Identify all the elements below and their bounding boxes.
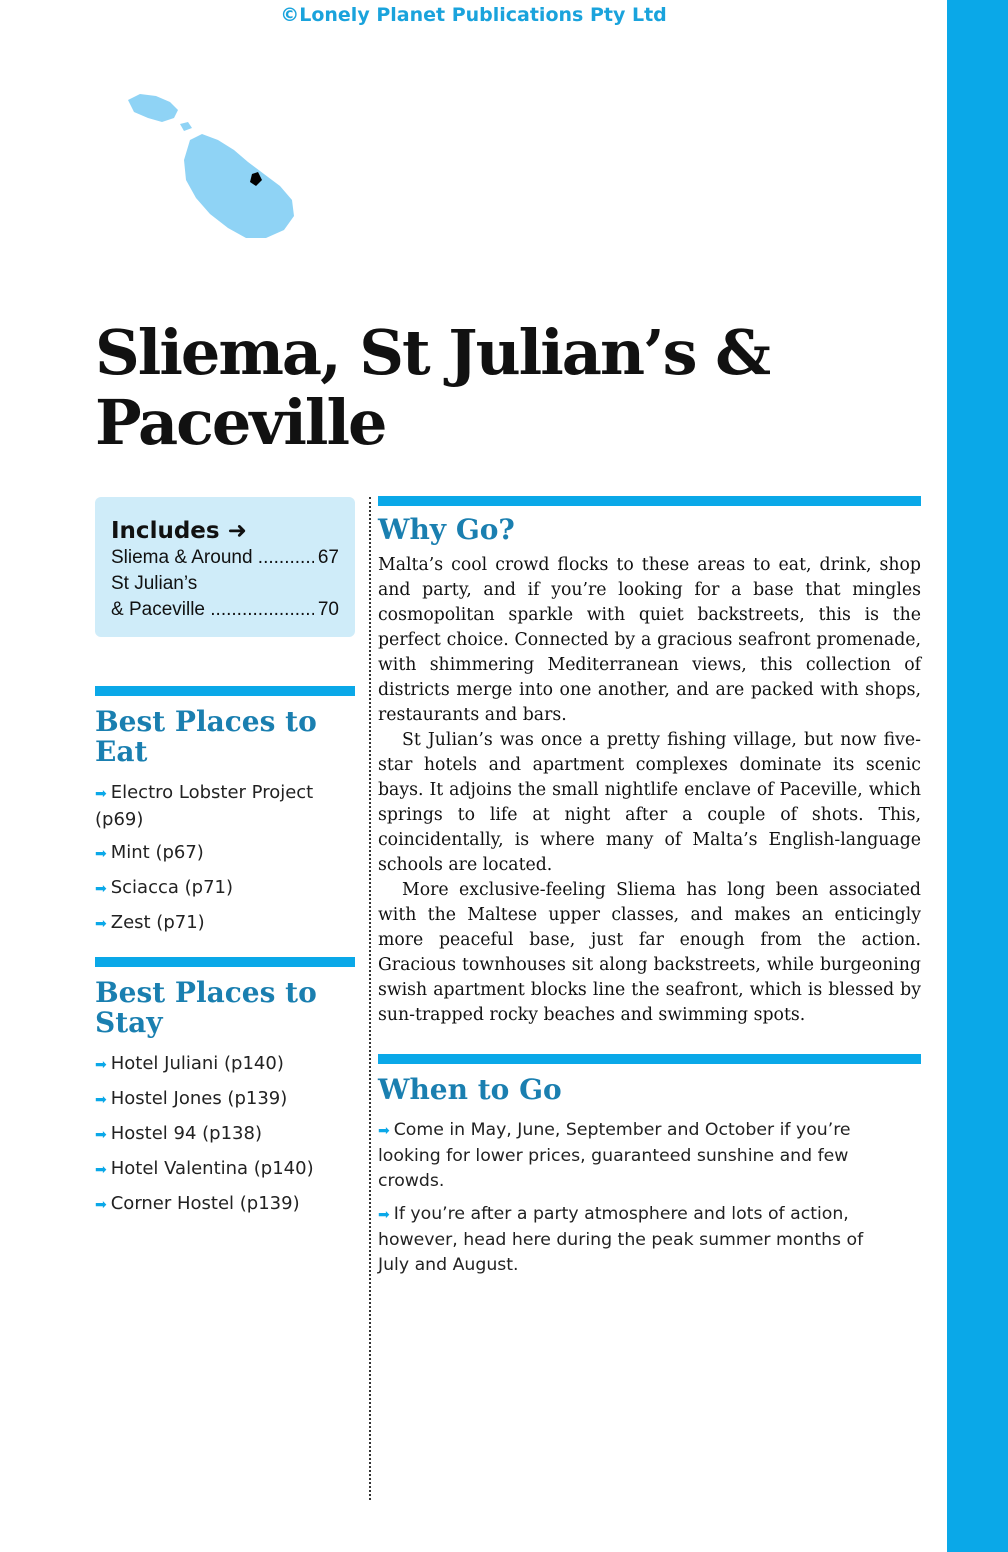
list-item: ➡ If you’re after a party atmosphere and lots of action, however, head here during the peak summer months of July and August. [378, 1204, 864, 1275]
includes-item[interactable] [111, 571, 339, 623]
paragraph: Malta’s cool crowd flocks to these areas to eat, drink, shop and party, and if you’re looking for a base that mingles cosmopolitan sparkle with quiet backstreets, this is the perfect choice. Connected by a gracious seafront promenade, with shimmering Mediterranean views, this collection of districts merge into one another, and are packed with shops, restaurants and bars. [378, 555, 921, 725]
list-item[interactable]: ➡ Corner Hostel (p139) [95, 1193, 300, 1214]
best-eat-heading: Best Places to Eat [95, 705, 317, 768]
includes-heading: Includes ➜ [111, 518, 247, 544]
arrow-icon: ➡ [95, 1127, 107, 1143]
column-divider [369, 497, 371, 1500]
arrow-icon: ➡ [95, 786, 107, 802]
list-item[interactable]: ➡ Zest (p71) [95, 912, 205, 933]
arrow-icon: ➡ [95, 1162, 107, 1178]
arrow-icon: ➡ [95, 1197, 107, 1213]
comino-island [180, 122, 192, 131]
includes-item-page: 67 [317, 547, 339, 568]
malta-locator-map [118, 88, 308, 243]
list-item[interactable]: ➡ Hostel Jones (p139) [95, 1088, 288, 1109]
section-bar [378, 496, 921, 506]
includes-box [95, 497, 355, 637]
list-item[interactable]: ➡ Electro Lobster Project (p69) [95, 782, 314, 830]
list-item[interactable]: ➡ Mint (p67) [95, 842, 204, 863]
arrow-icon: ➡ [378, 1123, 390, 1139]
best-stay-list [95, 1051, 355, 1226]
paragraph: More exclusive-feeling Sliema has long been associated with the Maltese upper classes, and makes an enticingly more peaceful base, just far enough from the action. Gracious townhouses sit along backstreets, while burgeoning swish apartment blocks line the seafront, which is blessed by sun-trapped rocky beaches and swimming spots. [378, 880, 921, 1025]
when-to-go-heading: When to Go [378, 1073, 562, 1106]
section-bar [378, 1054, 921, 1064]
page-edge-strip [947, 0, 1008, 1552]
best-stay-heading: Best Places to Stay [95, 976, 317, 1039]
when-to-go-list [378, 1118, 878, 1286]
arrow-icon: ➡ [378, 1207, 390, 1223]
list-item[interactable]: ➡ Sciacca (p71) [95, 877, 234, 898]
includes-item[interactable] [111, 545, 339, 571]
list-item[interactable]: ➡ Hotel Juliani (p140) [95, 1053, 284, 1074]
arrow-icon: ➡ [95, 881, 107, 897]
includes-item-label: Sliema & Around ..... [111, 545, 314, 571]
arrow-icon: ➡ [95, 1057, 107, 1073]
arrow-icon: ➡ [95, 1092, 107, 1108]
section-bar [95, 686, 355, 696]
why-go-body [378, 553, 921, 1028]
best-eat-list [95, 780, 355, 945]
copyright-notice: ©Lonely Planet Publications Pty Ltd [280, 4, 667, 26]
arrow-icon: ➡ [95, 846, 107, 862]
list-item[interactable]: ➡ Hostel 94 (p138) [95, 1123, 262, 1144]
arrow-icon: ➡ [95, 916, 107, 932]
list-item: ➡ Come in May, June, September and October if you’re looking for lower prices, guaranteed sunshine and few crowds. [378, 1120, 851, 1191]
list-item[interactable]: ➡ Hotel Valentina (p140) [95, 1158, 314, 1179]
malta-island [184, 134, 294, 238]
gozo-island [128, 94, 178, 122]
includes-item-label: & Paceville ..... [111, 597, 314, 623]
includes-item-page: 70 [317, 599, 339, 620]
section-bar [95, 957, 355, 967]
includes-item-label: St Julian’s [111, 573, 198, 594]
chapter-title: Sliema, St Julian’s & Paceville [95, 316, 770, 459]
paragraph: St Julian’s was once a pretty fishing village, but now five-star hotels and apartment complexes dominate its scenic bays. It adjoins the small nightlife enclave of Paceville, which springs to life at night after a couple of shots. This, coincidentally, is where many of Malta’s English-language schools are located. [378, 730, 921, 875]
arrow-right-icon: ➜ [227, 518, 247, 544]
why-go-heading: Why Go? [378, 513, 515, 546]
